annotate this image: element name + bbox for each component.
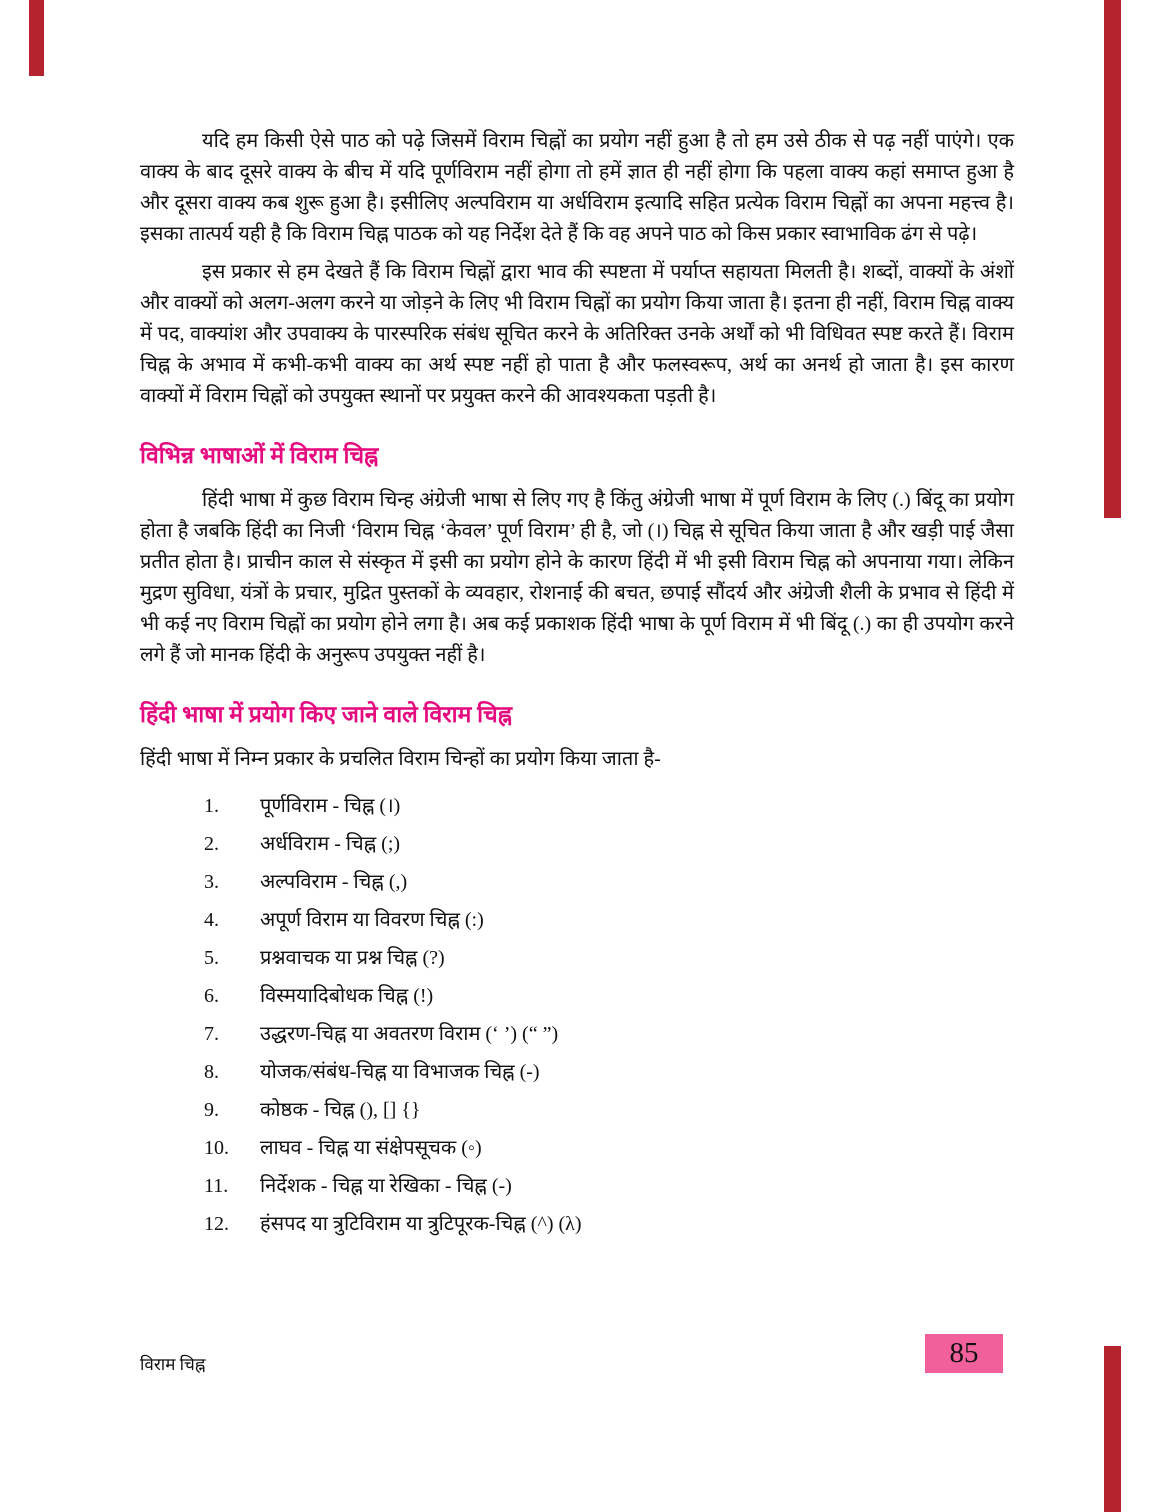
section1-paragraph: हिंदी भाषा में कुछ विराम चिन्ह अंग्रेजी भाषा से लिए गए है किंतु अंग्रेजी भाषा में पूर्ण विराम के लिए (.) बिंदू का प्रयोग होता है जबकि हिंदी का निजी ‘विराम चिह्न ‘केवल’ पूर्ण विराम’ ही है, जो (।) चिह्न से सूचित किया जाता है और खड़ी पाई जैसा प्रतीत होता है। प्राचीन काल से संस्कृत में इसी का प्रयोग होने के कारण हिंदी में भी इसी विराम चिह्न को अपनाया गया। लेकिन मुद्रण सुविधा, यंत्रों के प्रचार, मुद्रित पुस्तकों के व्यवहार, रोशनाई की बचत, छपाई सौंदर्य और अंग्रेजी शैली के प्रभाव से हिंदी में भी कई नए विराम चिह्नों का प्रयोग होने लगा है। अब कई प्रकाशक हिंदी भाषा के पूर्ण विराम में भी बिंदू (.) का ही उपयोग करने लगे हैं जो मानक हिंदी के अनुरूप उपयुक्त नहीं है। — [140, 489, 1014, 666]
decorative-red-bar-top-left — [29, 0, 44, 76]
list-item-number: 4. — [204, 909, 219, 931]
list-item-text: निर्देशक - चिह्न या रेखिका - चिह्न (-) — [260, 1175, 512, 1197]
list-item-text: अल्पविराम - चिह्न (,) — [260, 871, 408, 893]
list-item — [140, 1135, 1014, 1161]
list-item-number: 11. — [204, 1175, 229, 1197]
page-number-box — [925, 1334, 1003, 1373]
list-item-number: 2. — [204, 833, 219, 855]
list-item-number: 8. — [204, 1061, 219, 1083]
page-number: 85 — [949, 1337, 979, 1369]
punctuation-list — [140, 793, 1014, 1237]
list-item-text: प्रश्नवाचक या प्रश्न चिह्न (?) — [260, 947, 445, 969]
decorative-red-bar-bottom-right — [1104, 1346, 1121, 1512]
list-item-text: योजक/संबंध-चिह्न या विभाजक चिह्न (-) — [260, 1061, 540, 1083]
list-item-text: उद्धरण-चिह्न या अवतरण विराम (‘ ’) (“ ”) — [260, 1023, 559, 1045]
list-item — [140, 1021, 1014, 1047]
list-item-text: पूर्णविराम - चिह्न (।) — [260, 795, 401, 817]
list-item — [140, 793, 1014, 819]
list-item-number: 1. — [204, 795, 219, 817]
list-item-text: अपूर्ण विराम या विवरण चिह्न (:) — [260, 909, 484, 931]
list-item-number: 10. — [204, 1137, 229, 1159]
list-item-number: 7. — [204, 1023, 219, 1045]
list-item-text: अर्धविराम - चिह्न (;) — [260, 833, 401, 855]
list-item — [140, 869, 1014, 895]
list-item — [140, 1059, 1014, 1085]
page-content — [140, 126, 1014, 1249]
list-item-text: हंसपद या त्रुटिविराम या त्रुटिपूरक-चिह्न (^) (λ) — [260, 1213, 582, 1235]
list-item-number: 5. — [204, 947, 219, 969]
list-item — [140, 1097, 1014, 1123]
list-item-text: विस्मयादिबोधक चिह्न (!) — [260, 985, 434, 1007]
list-item — [140, 983, 1014, 1009]
list-item-number: 3. — [204, 871, 219, 893]
section-heading-languages: विभिन्न भाषाओं में विराम चिह्न — [140, 443, 379, 468]
list-item-text: लाघव - चिह्न या संक्षेपसूचक (◦) — [260, 1137, 482, 1159]
list-item-number: 12. — [204, 1213, 229, 1235]
decorative-red-bar-top-right — [1104, 0, 1121, 518]
list-item-number: 9. — [204, 1099, 219, 1121]
list-intro-line: हिंदी भाषा में निम्न प्रकार के प्रचलित विराम चिन्हों का प्रयोग किया जाता है- — [140, 748, 661, 770]
intro-paragraph-1: यदि हम किसी ऐसे पाठ को पढ़े जिसमें विराम चिह्नों का प्रयोग नहीं हुआ है तो हम उसे ठीक से पढ़ नहीं पाएंगे। एक वाक्य के बाद दूसरे वाक्य के बीच में यदि पूर्णविराम नहीं होगा तो हमें ज्ञात ही नहीं होगा कि पहला वाक्य कहां समाप्त हुआ है और दूसरा वाक्य कब शुरू हुआ है। इसीलिए अल्पविराम या अर्धविराम इत्यादि सहित प्रत्येक विराम चिह्नों का अपना महत्त्व है। इसका तात्पर्य यही है कि विराम चिह्न पाठक को यह निर्देश देते हैं कि वह अपने पाठ को किस प्रकार स्वाभाविक ढंग से पढ़े। — [140, 130, 1014, 245]
list-item — [140, 907, 1014, 933]
list-item — [140, 945, 1014, 971]
intro-paragraph-2: इस प्रकार से हम देखते हैं कि विराम चिह्नों द्वारा भाव की स्पष्टता में पर्याप्त सहायता मिलती है। शब्दों, वाक्यों के अंशों और वाक्यों को अलग-अलग करने या जोड़ने के लिए भी विराम चिह्नों का प्रयोग किया जाता है। इतना ही नहीं, विराम चिह्न वाक्य में पद, वाक्यांश और उपवाक्य के पारस्परिक संबंध सूचित करने के अतिरिक्त उनके अर्थों को भी विधिवत स्पष्ट करते हैं। विराम चिह्न के अभाव में कभी-कभी वाक्य का अर्थ स्पष्ट नहीं हो पाता है और फलस्वरूप, अर्थ का अनर्थ हो जाता है। इस कारण वाक्यों में विराम चिह्नों को उपयुक्त स्थानों पर प्रयुक्त करने की आवश्यकता पड़ती है। — [140, 261, 1014, 407]
footer-chapter-label: विराम चिह्न — [140, 1355, 206, 1374]
list-item-number: 6. — [204, 985, 219, 1007]
list-item — [140, 831, 1014, 857]
list-item — [140, 1211, 1014, 1237]
list-item-text: कोष्ठक - चिह्न (), [] {} — [260, 1099, 421, 1121]
section-heading-hindi-marks: हिंदी भाषा में प्रयोग किए जाने वाले विराम चिह्न — [140, 702, 513, 727]
list-item — [140, 1173, 1014, 1199]
